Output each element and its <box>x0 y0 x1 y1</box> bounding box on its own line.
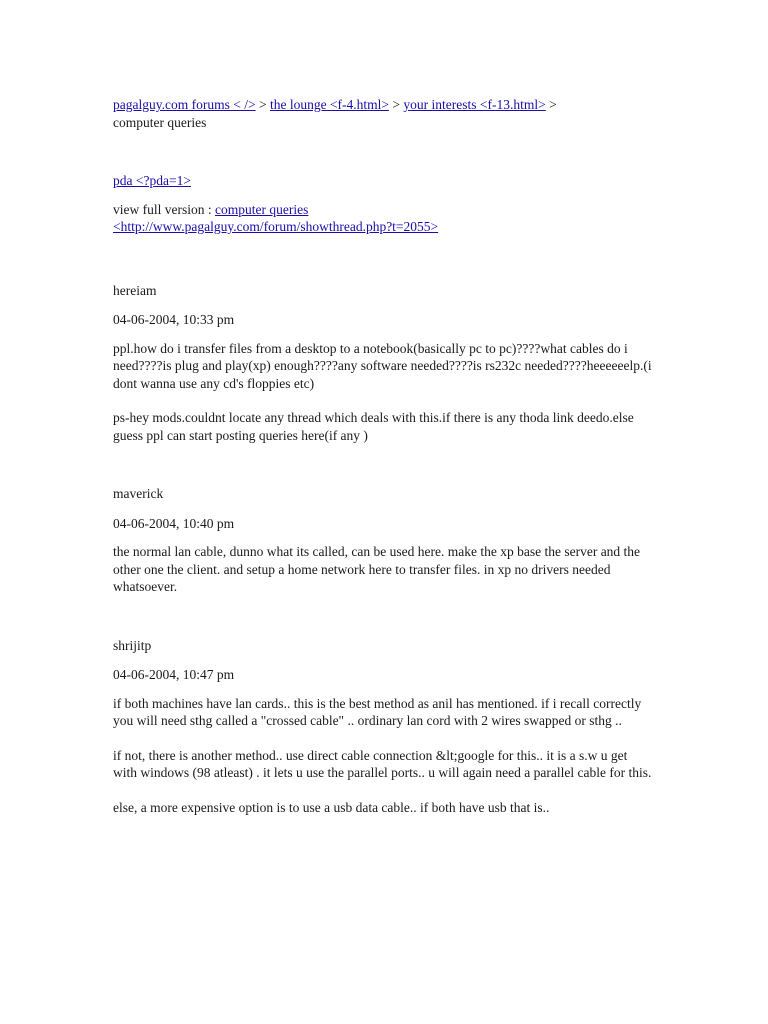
post-paragraph: ps-hey mods.couldnt locate any thread which deals with this.if there is any thoda link deedo.else guess ppl can start posting queries here(if any ) <box>113 410 634 443</box>
post <box>113 282 653 445</box>
post <box>113 637 653 817</box>
full-version-line <box>113 201 653 236</box>
breadcrumb <box>113 96 653 131</box>
breadcrumb-link-interests[interactable]: your interests <f-13.html> <box>403 97 546 112</box>
breadcrumb-current: computer queries <box>113 114 207 130</box>
breadcrumb-separator: > <box>545 97 557 112</box>
post <box>113 485 653 596</box>
breadcrumb-link-lounge[interactable]: the lounge <f-4.html> <box>269 97 390 112</box>
post-date: 04-06-2004, 10:40 pm <box>113 515 235 531</box>
post-paragraph: the normal lan cable, dunno what its called, can be used here. make the xp base the server and the other one the client. and setup a home network here to transfer files. in xp no drivers needed whatsoever. <box>113 544 641 594</box>
post-author: maverick <box>113 486 164 501</box>
post-author: hereiam <box>113 282 157 298</box>
post-body <box>113 695 653 817</box>
page-content <box>113 96 653 816</box>
post-paragraph: ppl.how do i transfer files from a desktop to a notebook(basically pc to pc)????what cables do i need????is plug and play(xp) enough????any software needed????is rs232c needed????heeeeeelp.(i dont wanna use any cd's floppies etc) <box>113 340 652 391</box>
breadcrumb-link-forums[interactable]: pagalguy.com forums < /> <box>113 97 256 112</box>
post-body <box>113 340 653 445</box>
post-date: 04-06-2004, 10:47 pm <box>113 667 235 682</box>
post-date: 04-06-2004, 10:33 pm <box>113 312 235 327</box>
post-body <box>113 543 653 596</box>
post-paragraph: if both machines have lan cards.. this is the best method as anil has mentioned. if i recall correctly you will need sthg called a "crossed cable" .. ordinary lan cord with 2 wires swapped or sthg .. <box>113 695 642 728</box>
post-paragraph: else, a more expensive option is to use a usb data cable.. if both have usb that is.. <box>113 799 550 815</box>
pda-link[interactable]: pda <?pda=1> <box>113 173 191 188</box>
full-version-url-link[interactable]: <http://www.pagalguy.com/forum/showthread.php?t=2055> <box>113 219 439 234</box>
post-paragraph: if not, there is another method.. use direct cable connection &lt;google for this.. it is a s.w u get with windows (98 atleast) . it lets u use the parallel ports.. u will again need a parallel cable for this. <box>113 747 652 780</box>
full-version-prefix: view full version : <box>113 201 215 217</box>
post-author: shrijitp <box>113 637 152 653</box>
full-version-title-link[interactable]: computer queries <box>214 201 309 217</box>
breadcrumb-separator: > <box>255 97 270 112</box>
breadcrumb-separator: > <box>389 97 404 112</box>
